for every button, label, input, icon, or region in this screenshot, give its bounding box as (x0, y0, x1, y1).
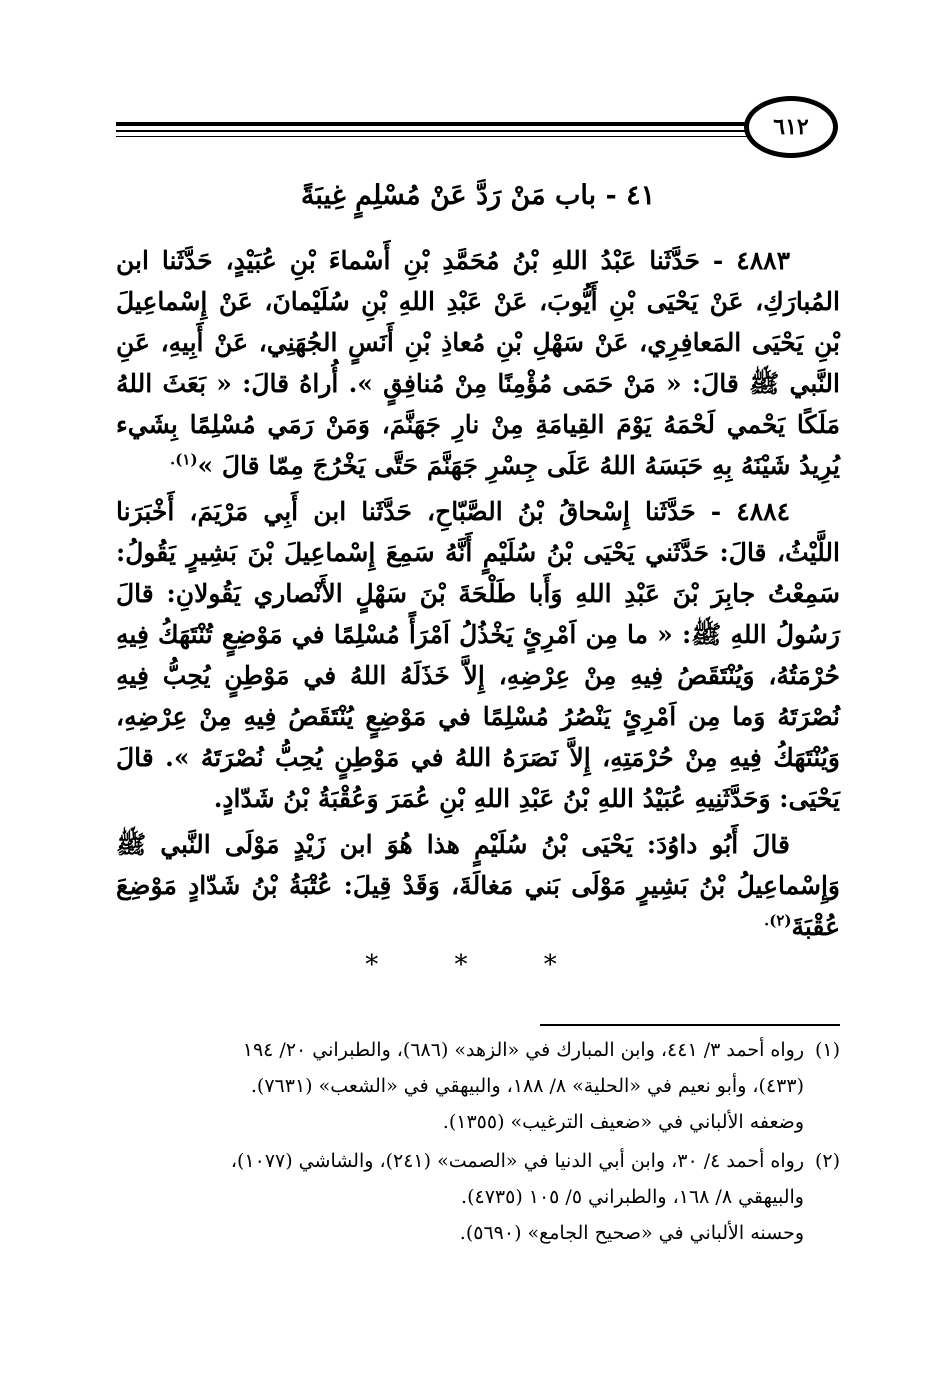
header-rule (116, 122, 756, 126)
footnote-ref: (١). (170, 450, 198, 469)
hadith-paragraph: ٤٨٨٤ - حَدَّثَنا إِسْحاقُ بْنُ الصَّبّاحِ، حَدَّثَنا ابن أَبِي مَرْيَمَ، أَخْبَرَنا اللَّيْثُ، قالَ: حَدَّثَني يَحْيَى بْنُ سُلَيْمٍ أَنَّهُ سَمِعَ إِسْماعِيلَ بْنَ بَشِيرٍ يَقُولُ: سَمِعْتُ جابِرَ بْنَ عَبْدِ اللهِ وَأَبا طَلْحَةَ بْنَ سَهْلٍ الأَنْصاري يَقُولانِ: قالَ رَسُولُ اللهِ ﷺ: « ما مِن اَمْرِئٍ يَخْذُلُ اَمْرَأً مُسْلِمًا في مَوْضِعٍ تُنْتَهَكُ فِيهِ حُرْمَتُهُ، وَيُنْتَقَصُ فِيهِ مِنْ عِرْضِهِ، إِلاَّ خَذَلَهُ اللهُ في مَوْطِنٍ يُحِبُّ فِيهِ نُصْرَتَهُ وَما مِن اَمْرِئٍ يَنْصُرُ مُسْلِمًا في مَوْضِعٍ يُنْتَقَصُ فِيهِ مِنْ عِرْضِهِ، وَيُنْتَهَكُ فِيهِ مِنْ حُرْمَتِهِ، إِلاَّ نَصَرَهُ اللهُ في مَوْطِنٍ يُحِبُّ نُصْرَتَهُ ». قالَ يَحْيَى: وَحَدَّثَنِيهِ عُبَيْدُ اللهِ بْنُ عَبْدِ اللهِ بْنِ عُمَرَ وَعُقْبَةُ بْنُ شَدّادٍ. (116, 497, 840, 813)
header-rule (116, 136, 756, 137)
footnote-ref: (٢). (763, 911, 792, 930)
hadith-paragraph: ٤٨٨٣ - حَدَّثَنا عَبْدُ اللهِ بْنُ مُحَمَّدِ بْنِ أَسْماءَ بْنِ عُبَيْدٍ، حَدَّثَنا ابن المُبارَكِ، عَنْ يَحْيَى بْنِ أَيُّوبَ، عَنْ عَبْدِ اللهِ بْنِ سُلَيْمانَ، عَنْ إِسْماعِيلَ بْنِ يَحْيَى المَعافِرِي، عَنْ سَهْلِ بْنِ مُعاذِ بْنِ أَنَسٍ الجُهَنِي، عَنْ أَبِيهِ، عَنِ النَّبي ﷺ قالَ: « مَنْ حَمَى مُؤْمِنًا مِنْ مُنافِقٍ ». أُراهُ قالَ: « بَعَثَ اللهُ مَلَكًا يَحْمي لَحْمَهُ يَوْمَ القِيامَةِ مِنْ نارِ جَهَنَّمَ، وَمَنْ رَمَي مُسْلِمًا بِشَيء يُرِيدُ شَيْنَهُ بِهِ حَبَسَهُ اللهُ عَلَى جِسْرِ جَهَنَّمَ حَتَّى يَخْرُجَ مِمّا قالَ »$^{(١).}$ (116, 246, 840, 480)
header-rule (116, 130, 756, 132)
footnote (116, 1143, 840, 1251)
footnote-number: (١) (814, 1039, 840, 1061)
page-number: ٦١٢ (744, 96, 838, 158)
footnote-line: رواه أحمد ٣/ ٤٤١، وابن المبارك في «الزهد» (٦٨٦)، والطبراني ٢٠/ ١٩٤ (242, 1039, 804, 1061)
footnote-line: رواه أحمد ٤/ ٣٠، وابن أبي الدنيا في «الصمت» (٢٤١)، والشاشي (١٠٧٧)، (230, 1150, 804, 1172)
page-header (116, 96, 838, 162)
hadith-paragraph: قالَ أَبُو داوُدَ: يَحْيَى بْنُ سُلَيْمٍ هذا هُوَ ابن زَيْدٍ مَوْلَى النَّبي ﷺ وَإِسْماعِيلُ بْنُ بَشِيرٍ مَوْلَى بَني مَغالَةَ، وَقَدْ قِيلَ: عُتْبَةُ بْنُ شَدّادٍ مَوْضِعَ عُقْبَةَ$^{(٢).}$ (116, 830, 840, 941)
footnotes (116, 1032, 840, 1254)
section-separator: * * * (365, 950, 591, 980)
footnote-divider (540, 1024, 840, 1026)
footnote-line: وضعفه الألباني في «ضعيف الترغيب» (١٣٥٥). (442, 1111, 804, 1133)
footnote-line: وحسنه الألباني في «صحيح الجامع» (٥٦٩٠). (459, 1222, 804, 1244)
chapter-title: ٤١ - باب مَنْ رَدَّ عَنْ مُسْلِمٍ غِيبَةً (300, 180, 656, 211)
footnote-line: والبيهقي ٨/ ١٦٨، والطبراني ٥/ ١٠٥ (٤٧٣٥). (461, 1186, 804, 1208)
footnote-number: (٢) (814, 1150, 840, 1172)
footnote (116, 1032, 840, 1140)
hadith-body (116, 240, 840, 952)
footnote-line: (٤٣٣)، وأبو نعيم في «الحلية» ٨/ ١٨٨، والبيهقي في «الشعب» (٧٦٣١). (250, 1075, 804, 1097)
